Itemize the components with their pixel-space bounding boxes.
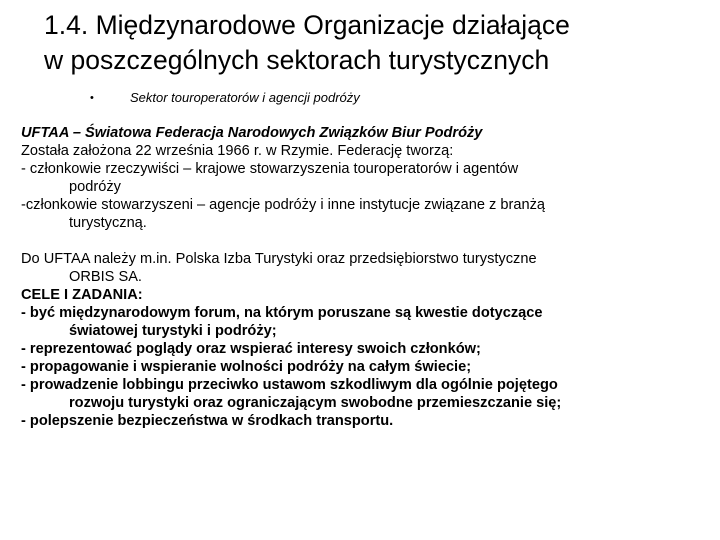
paragraph-uftaa-members-cont: ORBIS SA. xyxy=(69,269,142,285)
bullet-text: Sektor touroperatorów i agencji podróży xyxy=(130,90,360,105)
body-text xyxy=(21,124,711,430)
title-line-1: 1.4. Międzynarodowe Organizacje działające xyxy=(44,10,570,40)
paragraph-uftaa-members: Do UFTAA należy m.in. Polska Izba Turystyki oraz przedsiębiorstwo turystyczne xyxy=(21,251,537,267)
goal-item-4: - prowadzenie lobbingu przeciwko ustawom szkodliwym dla ogólnie pojętego xyxy=(21,377,558,393)
goal-item-5: - polepszenie bezpieczeństwa w środkach transportu. xyxy=(21,413,394,429)
slide-title xyxy=(44,8,720,78)
goal-item-1-cont: światowej turystyki i podróży; xyxy=(69,323,277,339)
paragraph-founded: Została założona 22 września 1966 r. w Rzymie. Federację tworzą: xyxy=(21,143,454,159)
goal-item-1: - być międzynarodowym forum, na którym poruszane są kwestie dotyczące xyxy=(21,305,543,321)
title-line-2: w poszczególnych sektorach turystycznych xyxy=(44,45,550,75)
goal-item-2: - reprezentować poglądy oraz wspierać interesy swoich członków; xyxy=(21,341,481,357)
bullet-icon: • xyxy=(90,92,94,104)
paragraph-members-actual-cont: podróży xyxy=(69,179,121,195)
spacer xyxy=(21,232,711,250)
goal-item-3: - propagowanie i wspieranie wolności podróży na całym świecie; xyxy=(21,359,472,375)
goals-heading: CELE I ZADANIA: xyxy=(21,287,143,303)
goal-item-4-cont: rozwoju turystyki oraz ograniczającym swobodne przemieszczanie się; xyxy=(69,395,562,411)
paragraph-members-associated-cont: turystyczną. xyxy=(69,215,147,231)
paragraph-members-associated: -członkowie stowarzyszeni – agencje podróży i inne instytucje związane z branżą xyxy=(21,197,546,213)
uftaa-heading: UFTAA – Światowa Federacja Narodowych Związków Biur Podróży xyxy=(21,125,483,141)
paragraph-members-actual: - członkowie rzeczywiści – krajowe stowarzyszenia touroperatorów i agentów xyxy=(21,161,519,177)
